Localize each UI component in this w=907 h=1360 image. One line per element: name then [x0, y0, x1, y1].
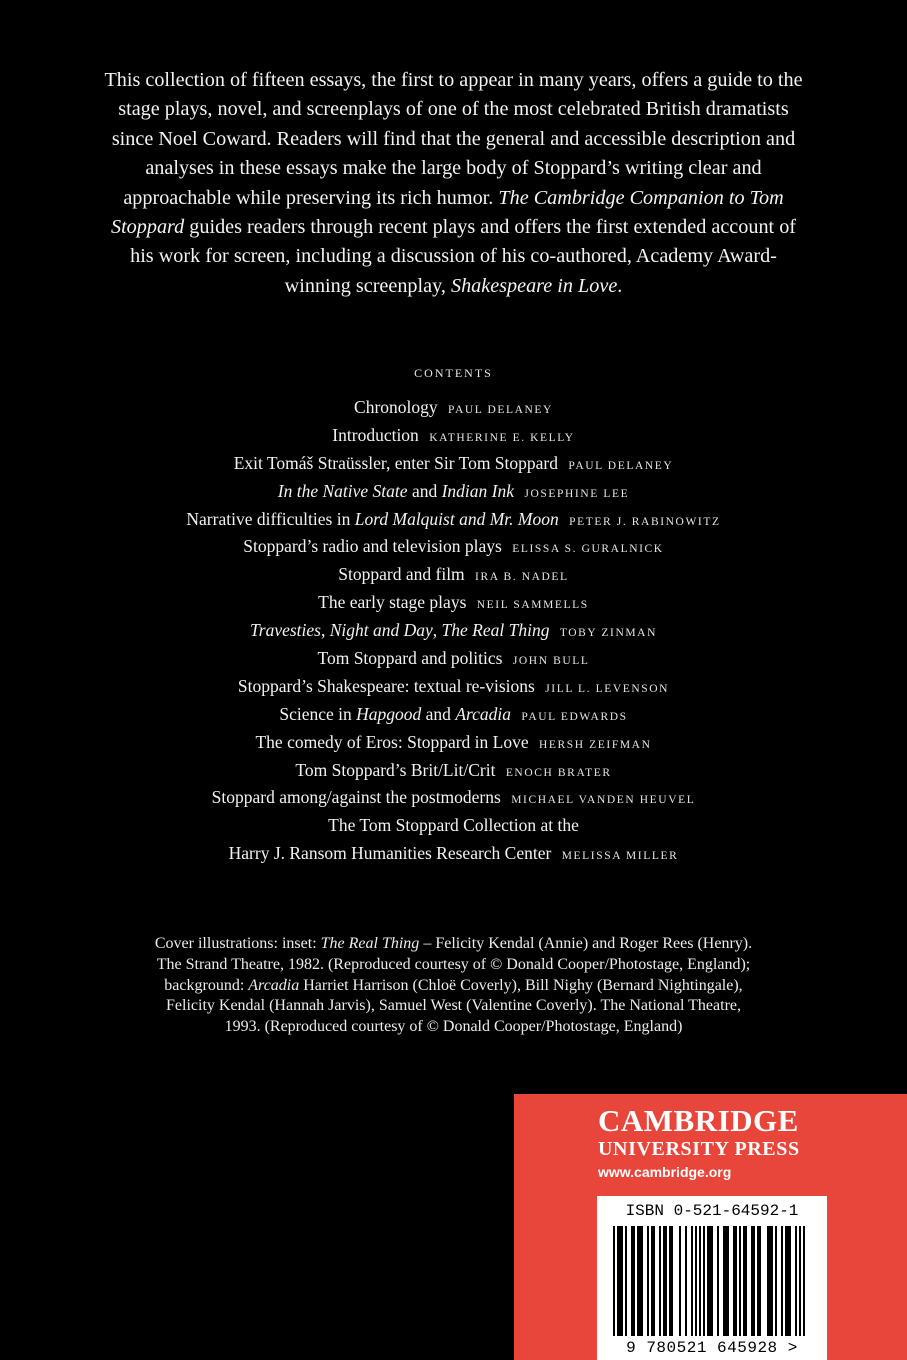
contents-item	[0, 561, 907, 589]
contents-title: Exit Tomáš Straüssler, enter Sir Tom Stoppard	[233, 452, 558, 473]
contents-title-italic: Indian Ink	[441, 480, 515, 501]
barcode-bar	[751, 1226, 753, 1336]
contents-author: JILL L. LEVENSON	[545, 682, 670, 695]
blurb-text-2: guides readers through recent plays and offers the first extended account of his work for screen, including a discussion of his co-authored, Academy Award-winning screenplay,	[130, 216, 797, 297]
contents-item	[0, 617, 907, 645]
contents-item	[0, 673, 907, 701]
contents-item	[0, 645, 907, 673]
barcode-bar	[727, 1226, 729, 1336]
contents-title: The comedy of Eros: Stoppard in Love	[255, 731, 529, 752]
contents-author: KATHERINE E. KELLY	[429, 431, 575, 444]
contents-author: MICHAEL VANDEN HEUVEL	[511, 794, 696, 807]
publisher-url: www.cambridge.org	[598, 1164, 732, 1180]
contents-title: Stoppard’s Shakespeare: textual re-visions	[237, 675, 535, 696]
contents-heading: CONTENTS	[414, 366, 493, 380]
contents-item	[0, 450, 907, 478]
contents-item	[0, 812, 907, 840]
contents-item	[0, 506, 907, 534]
contents-item	[0, 533, 907, 561]
credits-bg-text: Harriet Harrison (Chloë Coverly), Bill Nighy (Bernard Nightingale), Felicity Kendal (Hannah Jarvis), Samuel West (Valentine Coverly). The National Theatre, 1993. (Reproduced courtesy of © Donald Cooper/Photostage, England)	[166, 976, 743, 1036]
contents-item	[0, 729, 907, 757]
contents-author: IRA B. NADEL	[475, 571, 569, 584]
barcode-bar	[665, 1226, 667, 1336]
barcode-bar	[699, 1226, 701, 1336]
contents-author: NEIL SAMMELLS	[476, 599, 589, 612]
contents-title-part: and	[425, 703, 451, 724]
contents-author: PETER J. RABINOWITZ	[569, 515, 721, 528]
back-cover-blurb	[100, 66, 807, 301]
barcode-bar	[803, 1226, 805, 1336]
barcode-bar	[789, 1226, 791, 1336]
publisher-name-text: CAMBRIDGE	[598, 1103, 799, 1138]
barcode-bar	[679, 1226, 681, 1336]
contents-author: PAUL EDWARDS	[521, 710, 628, 723]
barcode-bar	[631, 1226, 633, 1336]
barcode-bar	[651, 1226, 653, 1336]
contents-title-italic: Hapgood	[356, 703, 422, 724]
blurb-end: .	[617, 274, 623, 297]
credits-inset-text: – Felicity Kendal (Annie) and Roger Rees (Henry). The Strand Theatre, 1982. (Reproduced courtesy of © Donald Cooper/Photostage, England);	[156, 935, 753, 973]
contents-title: Tom Stoppard and politics	[317, 648, 503, 669]
credits-prefix: Cover illustrations: inset:	[154, 935, 317, 952]
barcode-bar	[757, 1226, 759, 1336]
barcode-bar	[717, 1226, 719, 1336]
barcode-bar	[639, 1226, 641, 1336]
contents-title: Introduction	[332, 424, 419, 445]
barcode-bar	[669, 1226, 671, 1336]
barcode-bar	[653, 1226, 655, 1336]
contents-item	[0, 784, 907, 812]
barcode-bar	[659, 1226, 661, 1336]
credits-bg-title: Arcadia	[248, 976, 300, 994]
contents-item	[0, 701, 907, 729]
contents-title: The early stage plays	[318, 592, 467, 613]
barcode-image	[597, 1196, 827, 1360]
barcode-bar	[633, 1226, 635, 1336]
barcode-bar	[759, 1226, 761, 1336]
barcode-bar	[641, 1226, 643, 1336]
contents-author: HERSH ZEIFMAN	[539, 738, 652, 751]
publisher-subname: UNIVERSITY PRESS	[598, 1138, 800, 1160]
blurb-book-title: The Cambridge Companion to Tom Stoppard	[110, 186, 784, 239]
contents-title-italic: Night and Day	[329, 620, 433, 641]
contents-author: TOBY ZINMAN	[559, 627, 657, 640]
barcode-bar	[785, 1226, 787, 1336]
barcode-bar	[767, 1226, 769, 1336]
barcode-bar	[787, 1226, 789, 1336]
contents-title: Stoppard among/against the postmoderns	[211, 787, 501, 808]
contents-title: Harry J. Ransom Humanities Research Center	[228, 843, 552, 864]
contents-title: The Tom Stoppard Collection at the	[328, 815, 579, 836]
credits-paragraph	[150, 934, 757, 1038]
barcode-bar	[711, 1226, 713, 1336]
publisher-block	[514, 1094, 907, 1360]
contents-title-italic: Travesties	[250, 620, 321, 641]
publisher-name	[598, 1104, 799, 1138]
contents-author: JOHN BULL	[512, 655, 590, 668]
barcode-bar	[625, 1226, 627, 1336]
credits-bg-prefix: background:	[164, 976, 245, 994]
contents-title-italic: The Real Thing	[441, 620, 550, 641]
cover-credits	[150, 934, 757, 1038]
ean-number: 9 780521 645928 >	[626, 1339, 798, 1357]
barcode-bar	[637, 1226, 639, 1336]
contents-title-italic: In the Native State	[277, 480, 408, 501]
contents-item	[0, 589, 907, 617]
barcode-bar	[733, 1226, 735, 1336]
barcode-bar	[647, 1226, 649, 1336]
credits-inset-title: The Real Thing	[320, 935, 420, 952]
contents-author: PAUL DELANEY	[448, 404, 553, 416]
contents-title-italic: Lord Malquist and Mr. Moon	[354, 508, 559, 529]
contents-author: JOSEPHINE LEE	[524, 487, 630, 500]
barcode-bar	[745, 1226, 747, 1336]
barcode-bar	[663, 1226, 665, 1336]
barcode-bar	[795, 1226, 797, 1336]
blurb-text-1: This collection of fifteen essays, the first to appear in many years, offers a guide to the stage plays, novel, and screenplays of one of the most celebrated British dramatists since Noel Coward. Readers will find that the general and accessible description and analyses in these essays make the large body of Stoppard’s writing clear and approachable while preserving its rich humor.	[104, 69, 803, 209]
contents-title-part: ,	[320, 620, 326, 641]
contents-title: Chronology	[354, 397, 438, 417]
barcode-bar	[613, 1226, 615, 1336]
contents-title: Tom Stoppard’s Brit/Lit/Crit	[295, 759, 496, 780]
barcode-bar	[725, 1226, 727, 1336]
contents-title-part: ,	[432, 620, 438, 641]
barcode-bar	[691, 1226, 693, 1336]
contents-title: Stoppard and film	[338, 564, 465, 585]
barcode-bar	[775, 1226, 777, 1336]
contents-author: MELISSA MILLER	[561, 850, 679, 863]
barcode-bar	[799, 1226, 801, 1336]
contents-item	[0, 422, 907, 450]
contents-item	[0, 757, 907, 785]
contents-author: PAUL DELANEY	[568, 459, 674, 472]
barcode-bar	[695, 1226, 697, 1336]
barcode-bar	[735, 1226, 737, 1336]
barcode-bar	[723, 1226, 725, 1336]
contents-author: ELISSA S. GURALNICK	[512, 543, 664, 556]
barcode-bar	[743, 1226, 745, 1336]
barcode-bar	[619, 1226, 621, 1336]
contents-title-part: Science in	[279, 703, 352, 724]
blurb-paragraph	[100, 66, 807, 301]
barcode-bar	[739, 1226, 741, 1336]
barcode-bar	[753, 1226, 755, 1336]
barcode-bar	[685, 1226, 687, 1336]
contents-author: ENOCH BRATER	[505, 766, 612, 779]
barcode-box	[597, 1196, 827, 1360]
contents-title: Stoppard’s radio and television plays	[243, 536, 502, 557]
contents-item	[0, 478, 907, 506]
barcode-bar	[671, 1226, 673, 1336]
contents-item	[0, 840, 907, 868]
barcode-bar	[707, 1226, 709, 1336]
isbn-label: ISBN 0-521-64592-1	[625, 1202, 799, 1220]
barcode-bar	[703, 1226, 705, 1336]
blurb-film-title: Shakespeare in Love	[450, 274, 618, 297]
barcode-bar	[621, 1226, 623, 1336]
contents-title-italic: Arcadia	[455, 703, 512, 724]
contents-item	[0, 394, 907, 422]
contents-title-part: and	[411, 480, 438, 501]
contents-title-part: Narrative difficulties in	[186, 508, 351, 529]
barcode-bar	[771, 1226, 773, 1336]
barcode-bar	[617, 1226, 619, 1336]
barcode-bar	[769, 1226, 771, 1336]
barcode-bar	[709, 1226, 711, 1336]
barcode-bar	[781, 1226, 783, 1336]
contents-list	[0, 394, 907, 868]
